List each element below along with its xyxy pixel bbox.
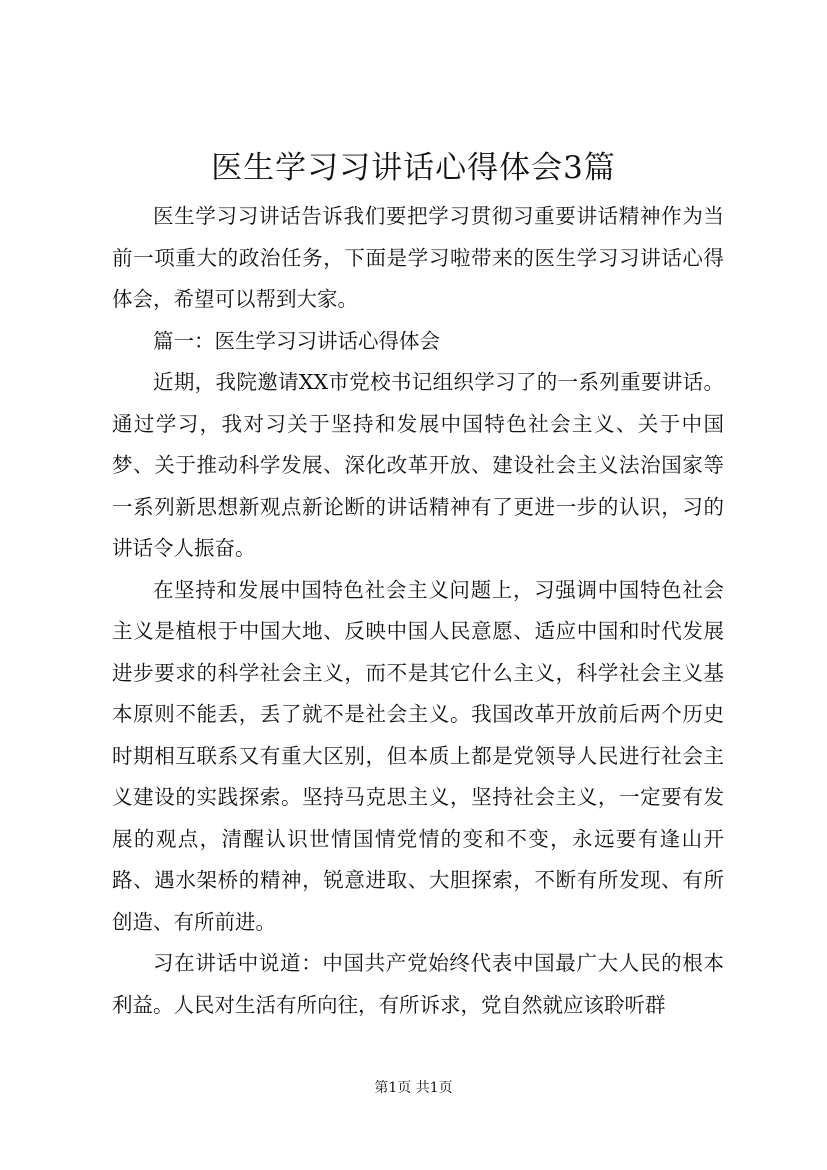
page-footer: 第1页 共1页 [374, 1080, 453, 1096]
paragraph: 近期，我院邀请XX市党校书记组织学习了的一系列重要讲话。通过学习，我对习关于坚持和发展中国特色社会主义、关于中国梦、关于推动科学发展、深化改革开放、建设社会主义法治国家等一系列新思想新观点新论断的讲话精神有了更进一步的认识，习的讲话令人振奋。 [112, 370, 724, 560]
paragraph: 习在讲话中说道：中国共产党始终代表中国最广大人民的根本利益。人民对生活有所向往，有所诉求，党自然就应该聆听群 [112, 951, 724, 1017]
document-title: 医生学习习讲话心得体会3篇 [211, 150, 616, 186]
section-heading: 篇一：医生学习习讲话心得体会 [153, 328, 440, 353]
document-body [112, 196, 724, 1026]
paragraph-intro: 医生学习习讲话告诉我们要把学习贯彻习重要讲话精神作为当前一项重大的政治任务，下面是学习啦带来的医生学习习讲话心得体会，希望可以帮到大家。 [112, 204, 724, 311]
paragraph: 在坚持和发展中国特色社会主义问题上，习强调中国特色社会主义是植根于中国大地、反映中国人民意愿、适应中国和时代发展进步要求的科学社会主义，而不是其它什么主义，科学社会主义基本原则不能丢，丢了就不是社会主义。我国改革开放前后两个历史时期相互联系又有重大区别，但本质上都是党领导人民进行社会主义建设的实践探索。坚持马克思主义，坚持社会主义，一定要有发展的观点，清醒认识世情国情党情的变和不变，永远要有逢山开路、遇水架桥的精神，锐意进取、大胆探索，不断有所发现、有所创造、有所前进。 [112, 577, 724, 934]
